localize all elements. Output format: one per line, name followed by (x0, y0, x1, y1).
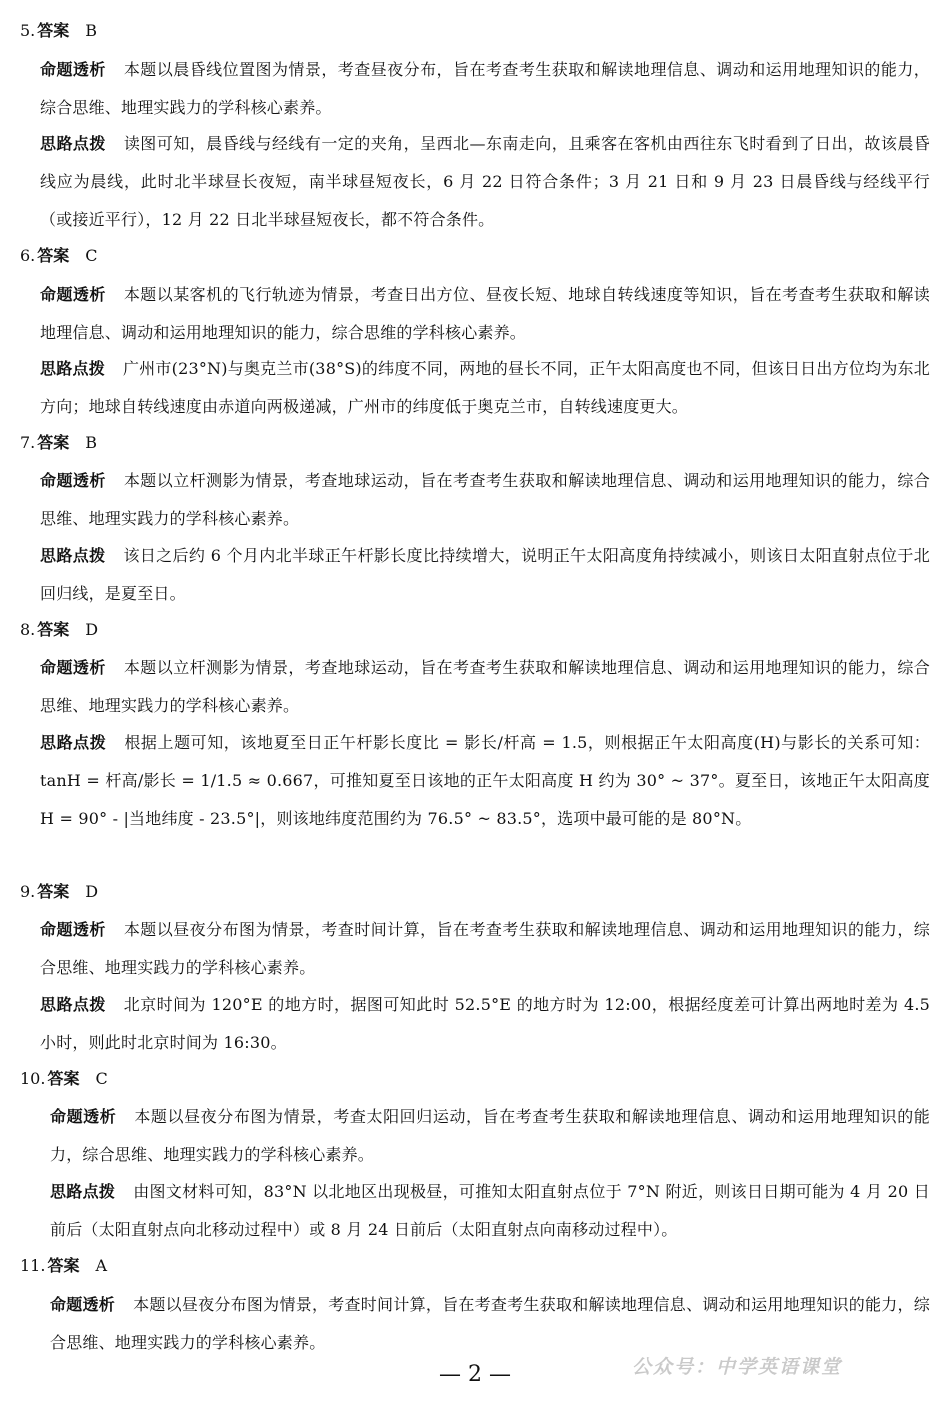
analysis-label: 命题透析 (40, 920, 106, 939)
answer-label: 答案 (47, 1069, 80, 1088)
hint-label: 思路点拨 (40, 134, 106, 153)
analysis-label: 命题透析 (40, 471, 106, 490)
question-7-header (20, 432, 97, 454)
question-11-header (20, 1255, 107, 1277)
question-6-hint (40, 350, 930, 426)
question-number: 7. (20, 433, 36, 452)
hint-text: 读图可知，晨昏线与经线有一定的夹角，呈西北—东南走向，且乘客在客机由西往东飞时看到了日出，故该晨昏线应为晨线，此时北半球昼长夜短，南半球昼短夜长，6 月 22 日符合条件；3 月 21 日和 9 月 23 日晨昏线与经线平行（或接近平行），12 月 22 日北半球昼短夜长，都不符合条件。 (40, 134, 930, 229)
question-9-header (20, 881, 98, 903)
analysis-label: 命题透析 (40, 285, 106, 304)
question-number: 11. (20, 1256, 46, 1275)
question-10-hint (50, 1173, 930, 1249)
answer-label: 答案 (37, 246, 70, 265)
answer-label: 答案 (37, 433, 70, 452)
question-number: 5. (20, 21, 36, 40)
answer-label: 答案 (47, 1256, 80, 1275)
question-5-header (20, 20, 97, 42)
question-8-hint (40, 724, 930, 838)
analysis-text: 本题以某客机的飞行轨迹为情景，考查日出方位、昼夜长短、地球自转线速度等知识，旨在考查考生获取和解读地理信息、调动和运用地理知识的能力，综合思维的学科核心素养。 (40, 285, 930, 342)
analysis-text: 本题以晨昏线位置图为情景，考查昼夜分布，旨在考查考生获取和解读地理信息、调动和运用地理知识的能力，综合思维、地理实践力的学科核心素养。 (40, 60, 930, 117)
question-number: 10. (20, 1069, 46, 1088)
answer-value: C (95, 1069, 108, 1088)
answer-value: C (85, 246, 98, 265)
hint-label: 思路点拨 (50, 1182, 116, 1201)
question-number: 9. (20, 882, 36, 901)
answer-value: A (95, 1256, 108, 1275)
analysis-text: 本题以昼夜分布图为情景，考查时间计算，旨在考查考生获取和解读地理信息、调动和运用地理知识的能力，综合思维、地理实践力的学科核心素养。 (50, 1295, 930, 1352)
question-10-header (20, 1068, 108, 1090)
answer-value: B (85, 21, 98, 40)
question-7-analysis (40, 462, 930, 538)
question-5-analysis (40, 51, 930, 127)
question-8-analysis (40, 649, 930, 725)
analysis-label: 命题透析 (50, 1107, 117, 1126)
hint-label: 思路点拨 (40, 546, 106, 565)
question-5-hint (40, 125, 930, 239)
watermark: 公众号：中学英语课堂 (632, 1356, 843, 1378)
question-6-header (20, 245, 98, 267)
hint-text: 广州市(23°N)与奥克兰市(38°S)的纬度不同，两地的昼长不同，正午太阳高度也不同，但该日日出方位均为东北方向；地球自转线速度由赤道向两极递减，广州市的纬度低于奥克兰市，自转线速度更大。 (40, 359, 930, 416)
question-number: 8. (20, 620, 36, 639)
analysis-text: 本题以立杆测影为情景，考查地球运动，旨在考查考生获取和解读地理信息、调动和运用地理知识的能力，综合思维、地理实践力的学科核心素养。 (40, 471, 930, 528)
hint-text: 北京时间为 120°E 的地方时，据图可知此时 52.5°E 的地方时为 12:00，根据经度差可计算出两地时差为 4.5 小时，则此时北京时间为 16:30。 (40, 995, 930, 1052)
answer-label: 答案 (37, 882, 70, 901)
answer-label: 答案 (37, 620, 70, 639)
question-9-analysis (40, 911, 930, 987)
hint-text: 根据上题可知，该地夏至日正午杆影长度比 = 影长/杆高 = 1.5，则根据正午太阳高度(H)与影长的关系可知：tanH = 杆高/影长 = 1/1.5 ≈ 0.667，可推知夏至日该地的正午太阳高度 H 约为 30° ~ 37°。夏至日，该地正午太阳高度 H = 90° - |当地纬度 - 23.5°|，则该地纬度范围约为 76.5° ~ 83.5°，选项中最可能的是 80°N。 (40, 733, 930, 828)
hint-text: 由图文材料可知，83°N 以北地区出现极昼，可推知太阳直射点位于 7°N 附近，则该日日期可能为 4 月 20 日前后（太阳直射点向北移动过程中）或 8 月 24 日前后（太阳直射点向南移动过程中）。 (50, 1182, 930, 1239)
analysis-label: 命题透析 (40, 658, 106, 677)
question-7-hint (40, 537, 930, 613)
analysis-text: 本题以昼夜分布图为情景，考查太阳回归运动，旨在考查考生获取和解读地理信息、调动和运用地理知识的能力，综合思维、地理实践力的学科核心素养。 (50, 1107, 930, 1164)
question-8-header (20, 619, 98, 641)
question-11-analysis (50, 1286, 930, 1362)
analysis-label: 命题透析 (40, 60, 106, 79)
analysis-text: 本题以立杆测影为情景，考查地球运动，旨在考查考生获取和解读地理信息、调动和运用地理知识的能力，综合思维、地理实践力的学科核心素养。 (40, 658, 930, 715)
question-9-hint (40, 986, 930, 1062)
hint-label: 思路点拨 (40, 359, 105, 378)
question-10-analysis (50, 1098, 930, 1174)
analysis-label: 命题透析 (50, 1295, 116, 1314)
hint-text: 该日之后约 6 个月内北半球正午杆影长度比持续增大，说明正午太阳高度角持续减小，则该日太阳直射点位于北回归线，是夏至日。 (40, 546, 930, 603)
hint-label: 思路点拨 (40, 733, 107, 752)
analysis-text: 本题以昼夜分布图为情景，考查时间计算，旨在考查考生获取和解读地理信息、调动和运用地理知识的能力，综合思维、地理实践力的学科核心素养。 (40, 920, 930, 977)
answer-value: B (85, 433, 98, 452)
page-number: — 2 — (439, 1362, 511, 1387)
question-number: 6. (20, 246, 36, 265)
hint-label: 思路点拨 (40, 995, 106, 1014)
answer-value: D (85, 882, 99, 901)
answer-label: 答案 (37, 21, 70, 40)
question-6-analysis (40, 276, 930, 352)
answer-value: D (85, 620, 99, 639)
